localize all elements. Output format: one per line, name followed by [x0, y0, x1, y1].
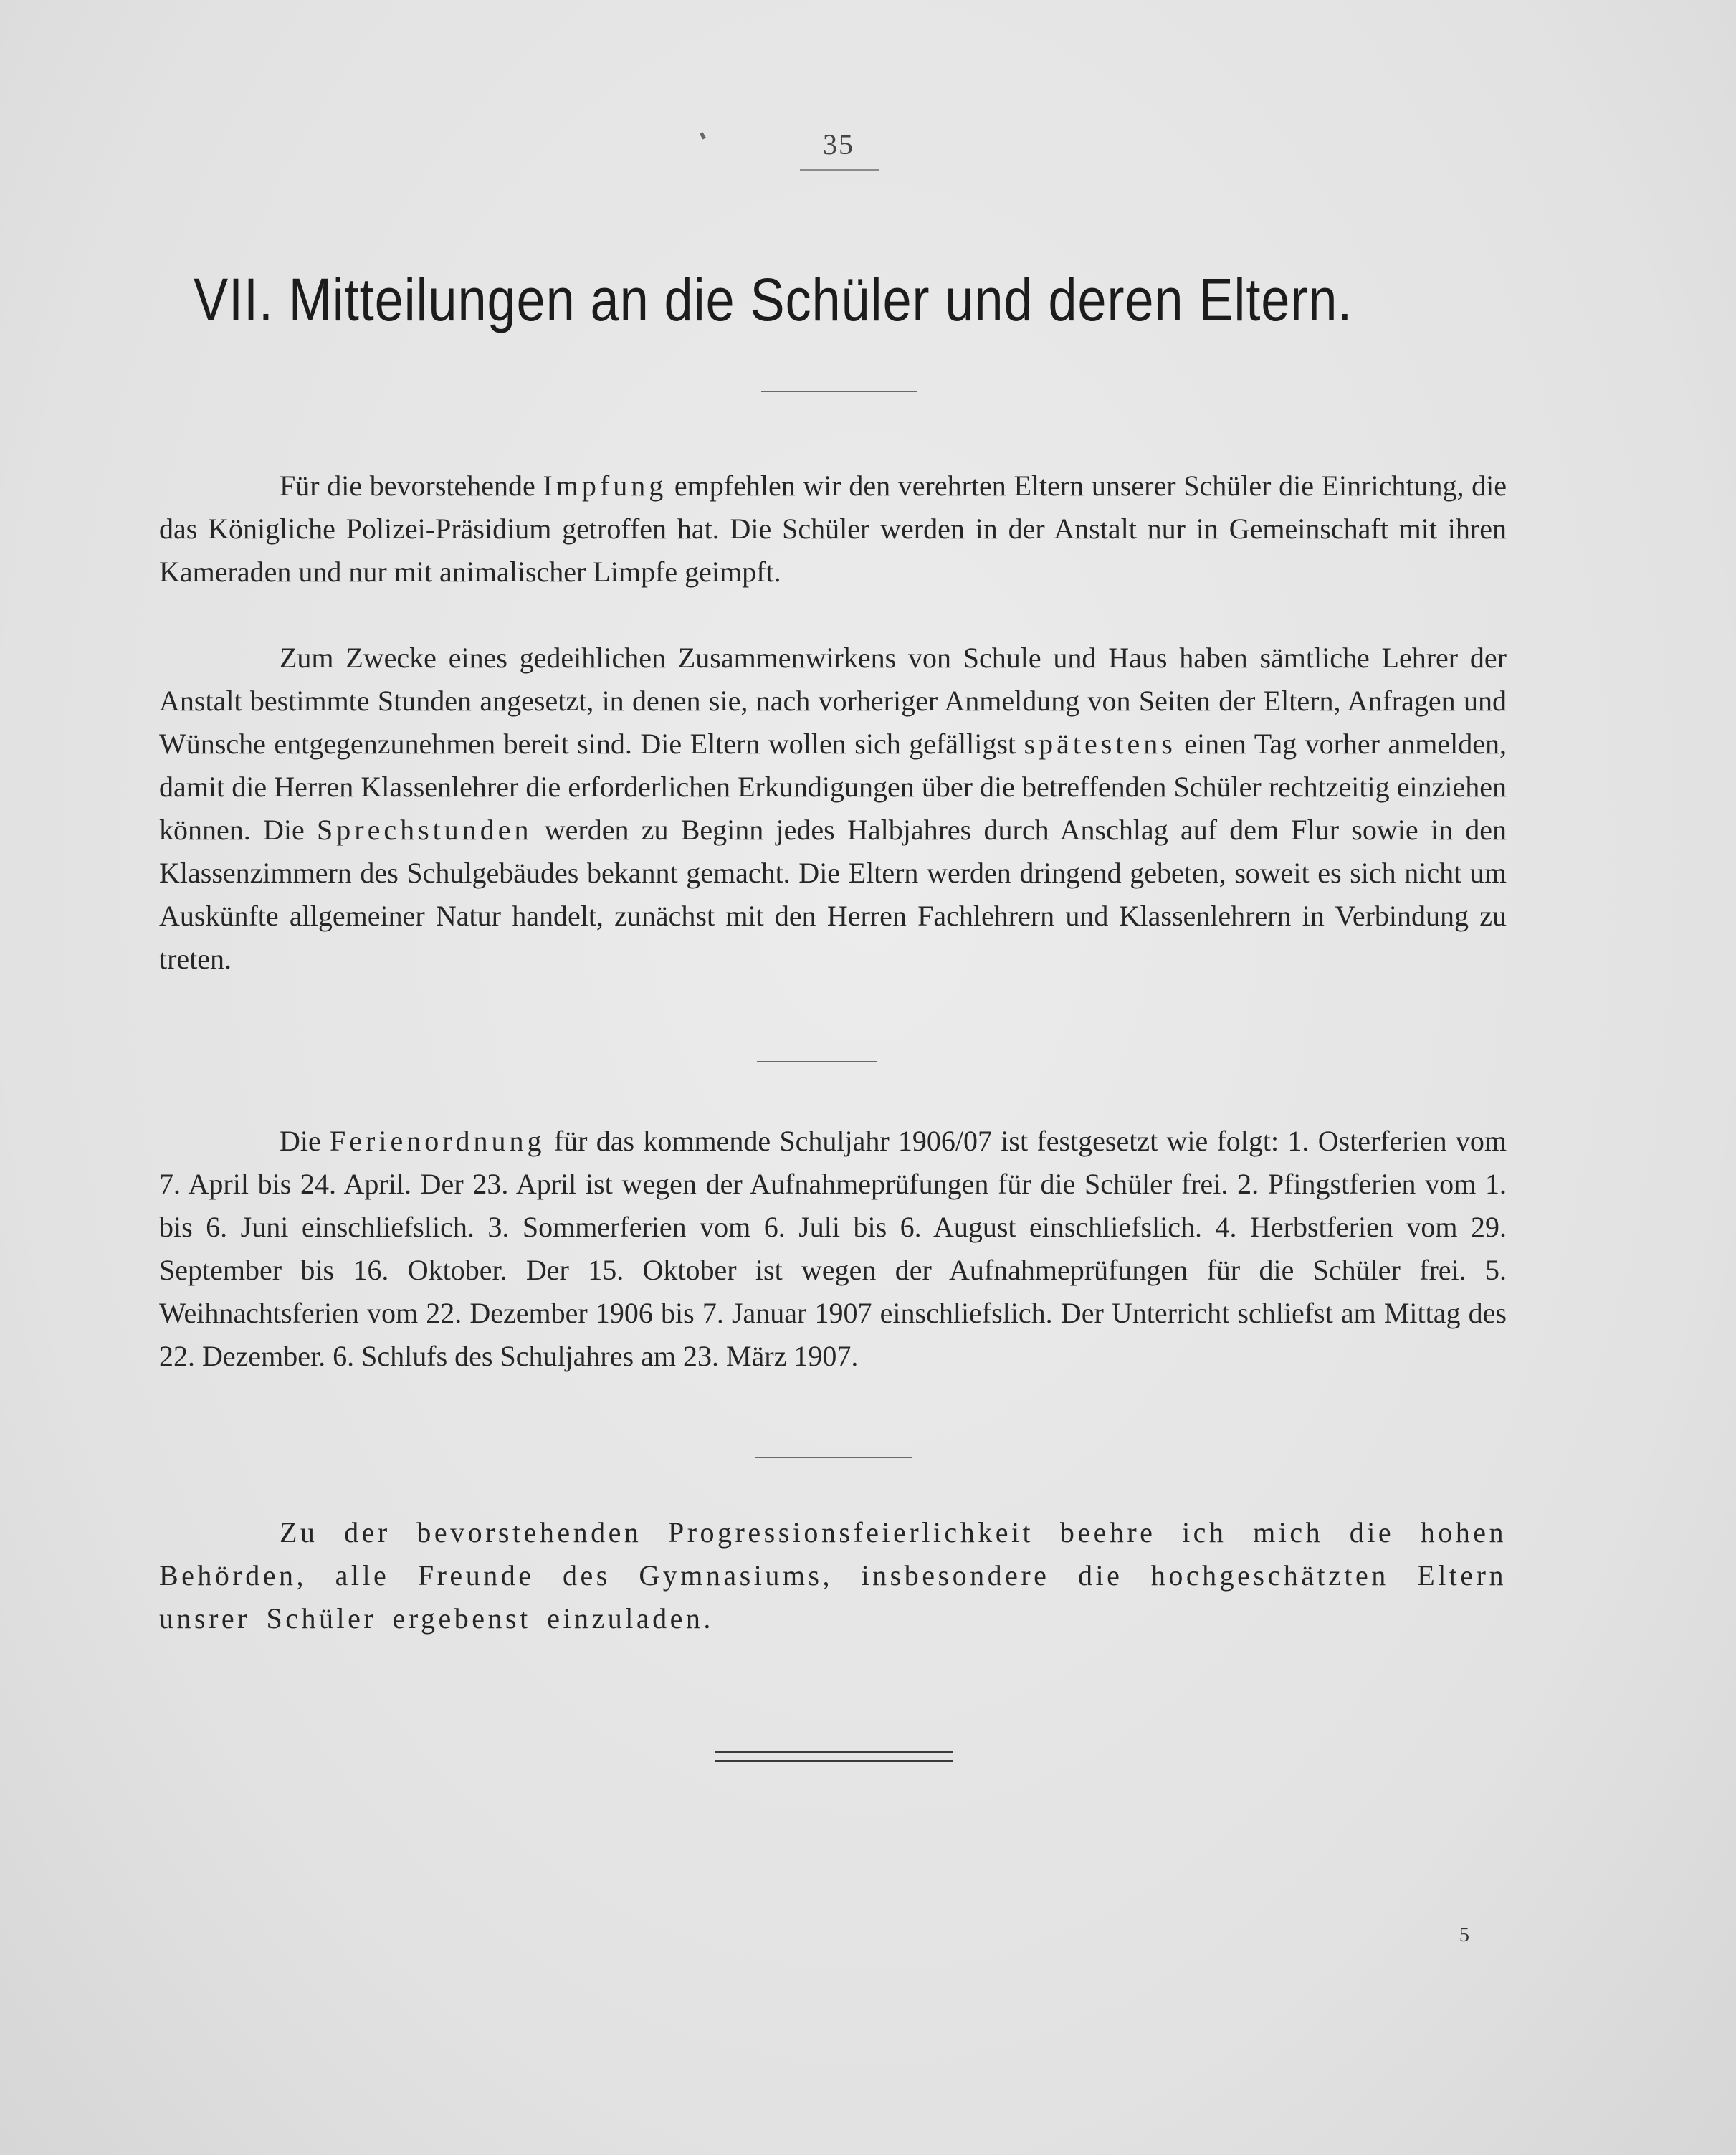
paragraph-zusammenwirken: [159, 637, 1507, 981]
ferien-text-before: Die: [280, 1125, 330, 1157]
ferien-text-after: für das kommende Schuljahr 1906/07 ist festgesetzt wie folgt: 1. Osterferien vom 7. April bis 24. April. Der 23. April ist wegen der Aufnahmeprüfungen für die Schüler frei. 2. Pfingstferien vom 1. bis 6. Juni einschliefslich. 3. Sommerferien vom 6. Juli bis 6. August einschliefslich. 4. Herbstferien vom 29. September bis 16. Oktober. Der 15. Oktober ist wegen der Aufnahmeprüfungen für die Schüler frei. 5. Weihnachtsferien vom 22. Dezember 1906 bis 7. Januar 1907 einschliefslich. Der Unterricht schliefst am Mittag des 22. Dezember. 6. Schlufs des Schuljahres am 23. März 1907.: [159, 1125, 1507, 1372]
closing-double-rule: [715, 1751, 953, 1762]
scan-speck: [700, 132, 706, 139]
section-divider-2: [757, 1061, 877, 1062]
paragraph-ferienordnung: [159, 1120, 1507, 1378]
section-title: VII. Mitteilungen an die Schüler und deren Eltern.: [194, 266, 1353, 333]
paragraph-progression: Zu der bevorstehenden Progressionsfeierlichkeit beehre ich mich die hohen Behörden, alle Freunde des Gymnasiums, insbesondere die hochgeschätzten Eltern unsrer Schüler ergebenst einzuladen.: [159, 1516, 1507, 1635]
signature-mark: 5: [1459, 1924, 1469, 1946]
impfung-text-before: Für die bevorstehende: [280, 470, 543, 502]
zusammenwirken-text-1: Zum Zwecke eines gedeihlichen Zusammenwirkens von Schule und Haus haben sämtliche Lehrer der Anstalt bestimmte Stunden angesetzt, in denen sie, nach vorheriger Anmeldung von Seiten der Eltern, Anfragen und Wünsche entgegenzunehmen bereit sind. Die Eltern wollen sich gefälligst: [159, 642, 1507, 760]
zusammenwirken-text-3: werden zu Beginn jedes Halbjahres durch Anschlag auf dem Flur sowie in den Klassenzimmern des Schulgebäudes bekannt gemacht. Die Eltern werden dringend gebeten, soweit es sich nicht um Auskünfte allgemeiner Natur handelt, zunächst mit den Herren Fachlehrern und Klassenlehrern in Verbindung zu treten.: [159, 814, 1507, 975]
zusammenwirken-emphasis-1: spätestens: [1024, 728, 1176, 760]
zusammenwirken-text-2: einen Tag vorher anmelden, damit die Herren Klassenlehrer die erforderlichen Erkundigungen über die betreffenden Schüler rechtzeitig einziehen können. Die: [159, 728, 1507, 846]
zusammenwirken-emphasis-2: Sprechstunden: [317, 814, 533, 846]
page-number: 35: [823, 128, 854, 161]
impfung-emphasis: Impfung: [543, 470, 667, 502]
paragraph-impfung: [159, 465, 1507, 594]
page-number-underline: [800, 169, 879, 171]
section-divider-1: [761, 391, 917, 392]
impfung-text-after: empfehlen wir den verehrten Eltern unserer Schüler die Einrichtung, die das Königliche Polizei-Präsidium getroffen hat. Die Schüler werden in der Anstalt nur in Gemeinschaft mit ihren Kameraden und nur mit animalischer Limpfe geimpft.: [159, 470, 1507, 588]
ferien-emphasis: Ferienordnung: [330, 1125, 545, 1157]
section-divider-3: [755, 1457, 912, 1458]
